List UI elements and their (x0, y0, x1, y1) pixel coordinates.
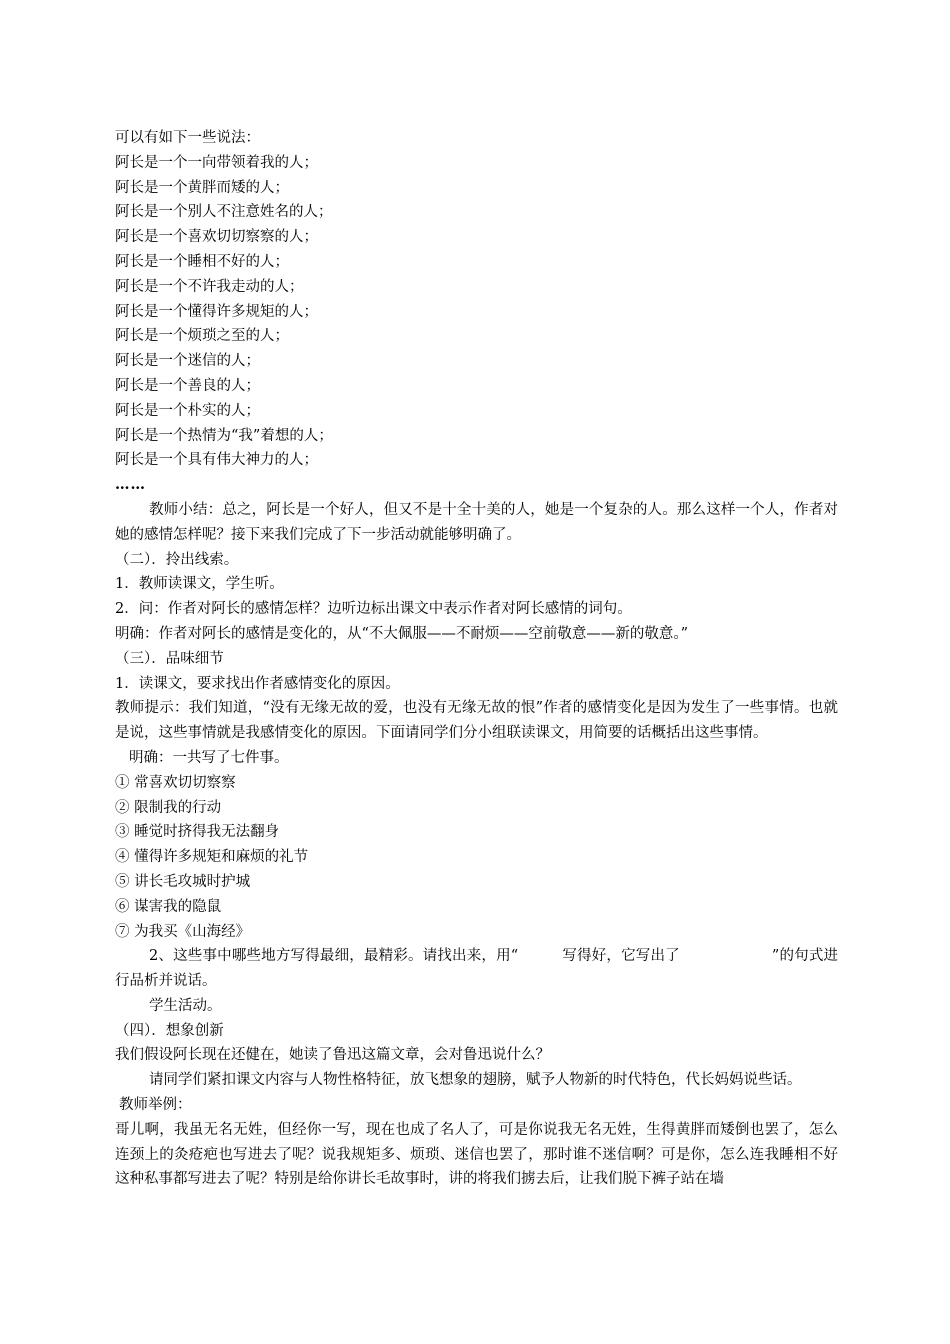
section3-step2 (115, 944, 838, 994)
section4-heading: （四）．想象创新 (115, 1022, 224, 1039)
document-page (115, 126, 838, 1192)
event-item: ① 常喜欢切切察察 (115, 774, 236, 791)
event-item: ⑦ 为我买《山海经》 (115, 923, 251, 940)
section3-heading: （三）．品味细节 (115, 650, 224, 667)
sayings-list (115, 151, 838, 473)
saying-item: 阿长是一个具有伟大神力的人； (115, 452, 318, 469)
saying-item: 阿长是一个烦琐之至的人； (115, 328, 289, 345)
saying-item: 阿长是一个一向带领着我的人； (115, 154, 318, 171)
saying-item: 阿长是一个黄胖而矮的人； (115, 179, 289, 196)
saying-item: 阿长是一个睡相不好的人； (115, 253, 289, 270)
event-item: ⑤ 讲长毛攻城时护城 (115, 873, 251, 890)
event-item: ② 限制我的行动 (115, 799, 222, 816)
section2-step1: 1．教师读课文，学生听。 (115, 576, 284, 593)
section3-answer: 明确：一共写了七件事。 (129, 749, 289, 766)
step2-text-part3: ”的句式进行品析并说话。 (115, 948, 839, 990)
section2-answer: 明确：作者对阿长的感情是变化的，从“不大佩服——不耐烦——空前敬意——新的敬意。” (115, 625, 689, 642)
saying-item: 阿长是一个懂得许多规矩的人； (115, 303, 318, 320)
saying-item: 阿长是一个朴实的人； (115, 402, 260, 419)
section4-example-label: 教师举例： (119, 1097, 192, 1114)
ellipsis: …… (115, 476, 146, 494)
saying-item: 阿长是一个不许我走动的人； (115, 278, 304, 295)
teacher-summary: 教师小结：总之，阿长是一个好人，但又不是十全十美的人，她是一个复杂的人。那么这样一个人，作者对她的感情怎样呢？接下来我们完成了下一步活动就能够明确了。 (115, 501, 838, 543)
saying-item: 阿长是一个善良的人； (115, 377, 260, 394)
section2-heading: （二）．拎出线索。 (115, 551, 239, 568)
events-list (115, 771, 838, 945)
step2-text-part1: 2、这些事中哪些地方写得最细，最精彩。请找出来，用“ (149, 948, 519, 965)
section3-step1: 1．读课文，要求找出作者感情变化的原因。 (115, 675, 400, 692)
intro-line: 可以有如下一些说法： (115, 130, 260, 146)
saying-item: 阿长是一个迷信的人； (115, 353, 260, 370)
saying-item: 阿长是一个喜欢切切察察的人； (115, 229, 318, 246)
saying-item: 阿长是一个别人不注意姓名的人； (115, 204, 333, 221)
event-item: ⑥ 谋害我的隐鼠 (115, 898, 222, 915)
saying-item: 阿长是一个热情为“我”着想的人； (115, 427, 333, 444)
event-item: ④ 懂得许多规矩和麻烦的礼节 (115, 849, 309, 866)
section4-example-text: 哥儿啊，我虽无名无姓，但经你一写，现在也成了名人了，可是你说我无名无姓，生得黄胖而矮倒也罢了，怎么连颈上的灸疮疤也写进去了呢？说我规矩多、烦琐、迷信也罢了，那时谁不迷信啊？可是你，怎么连我睡相不好这种私事都写进去了呢？特别是给你讲长毛故事时，讲的将我们掳去后，让我们脱下裤子站在墙 (115, 1121, 838, 1188)
section3-hint: 教师提示：我们知道，“没有无缘无故的爱，也没有无缘无故的恨”作者的感情变化是因为发生了一些事情。也就是说，这些事情就是我感情变化的原因。下面请同学们分小组联读课文，用简要的话概括出这些事情。 (115, 700, 838, 742)
section2-step2: 2．问：作者对阿长的感情怎样？边听边标出课文中表示作者对阿长感情的词句。 (115, 601, 632, 618)
section4-question: 我们假设阿长现在还健在，她读了鲁迅这篇文章，会对鲁迅说什么？ (115, 1047, 550, 1064)
step2-text-part2: 写得好，它写出了 (562, 948, 680, 965)
section3-activity: 学生活动。 (149, 997, 222, 1014)
section4-instruction: 请同学们紧扣课文内容与人物性格特征，放飞想象的翅膀，赋予人物新的时代特色，代长妈妈说些话。 (149, 1072, 802, 1089)
event-item: ③ 睡觉时挤得我无法翻身 (115, 824, 280, 841)
